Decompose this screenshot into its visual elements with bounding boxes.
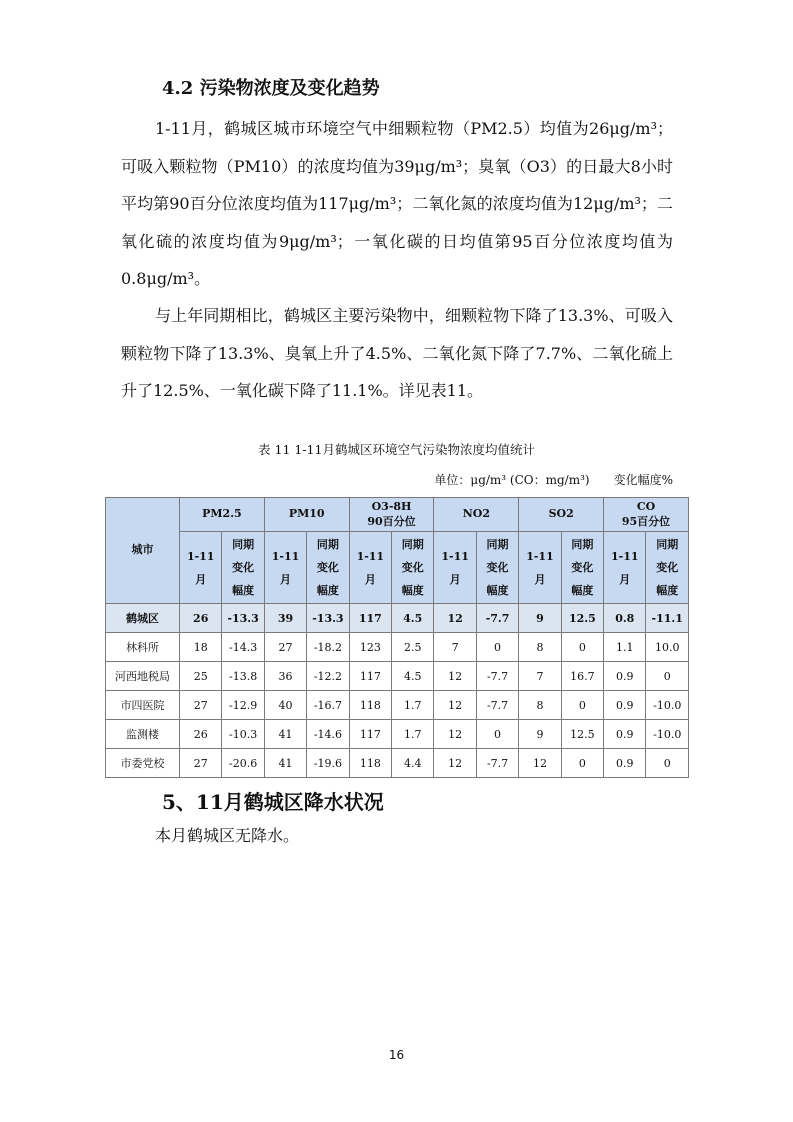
cell-concentration: 12 — [434, 720, 476, 749]
pollutant-header-so2 — [519, 498, 604, 532]
subheader-period-text: 月 — [280, 572, 292, 586]
subheader-period — [434, 532, 476, 604]
subheader-change-text: 变化 — [486, 561, 509, 574]
subheader-change-text: 变化 — [656, 561, 679, 574]
paragraph-comparison: 与上年同期相比，鹤城区主要污染物中，细颗粒物下降了13.3%、可吸入颗粒物下降了13.3%、臭氧上升了4.5%、二氧化氮下降了7.7%、二氧化硫上升了12.5%、一氧化碳下降了11.1%。详见表11。 — [121, 306, 673, 400]
cell-concentration: 117 — [349, 720, 391, 749]
cell-concentration: 8 — [519, 633, 561, 662]
subheader-change-text: 变化 — [571, 561, 594, 574]
pollutant-percentile: 95百分位 — [621, 514, 671, 528]
cell-concentration: 8 — [519, 691, 561, 720]
subheader-change-text: 同期 — [316, 538, 339, 551]
subheader-change-text: 幅度 — [656, 584, 679, 597]
cell-change: 0 — [561, 633, 603, 662]
cell-concentration: 9 — [519, 720, 561, 749]
cell-change: -18.2 — [307, 633, 349, 662]
cell-concentration: 39 — [264, 604, 306, 633]
cell-concentration: 40 — [264, 691, 306, 720]
cell-concentration: 7 — [519, 662, 561, 691]
section5-text: 本月鹤城区无降水。 — [155, 826, 300, 845]
cell-change: -12.9 — [222, 691, 264, 720]
subheader-period-text: 1-11 — [271, 549, 300, 563]
cell-change: 16.7 — [561, 662, 603, 691]
subheader-change-text: 变化 — [401, 561, 424, 574]
cell-concentration: 27 — [264, 633, 306, 662]
cell-concentration: 25 — [180, 662, 222, 691]
section-heading: 4.2 污染物浓度及变化趋势 — [162, 78, 380, 99]
cell-change: 0 — [561, 691, 603, 720]
table-caption: 表 11 1-11月鹤城区环境空气污染物浓度均值统计 — [258, 442, 535, 457]
cell-change: 0 — [646, 749, 689, 778]
cell-change: -12.2 — [307, 662, 349, 691]
cell-change: 4.5 — [392, 662, 434, 691]
subheader-period — [604, 532, 646, 604]
row-city-name: 河西地税局 — [106, 662, 180, 691]
cell-change: -7.7 — [476, 604, 518, 633]
table-row — [106, 691, 689, 720]
cell-concentration: 26 — [180, 720, 222, 749]
cell-concentration: 27 — [180, 691, 222, 720]
pollutant-name: SO2 — [548, 507, 574, 521]
cell-change: -14.6 — [307, 720, 349, 749]
cell-concentration: 41 — [264, 749, 306, 778]
cell-change: -10.3 — [222, 720, 264, 749]
subheader-period-text: 1-11 — [526, 549, 554, 563]
section5-heading: 5、11月鹤城区降水状况 — [162, 790, 384, 814]
cell-change: -16.7 — [307, 691, 349, 720]
subheader-change — [222, 532, 264, 604]
cell-change: 1.7 — [392, 691, 434, 720]
table-body — [106, 604, 689, 778]
subheader-period-text: 1-11 — [611, 549, 639, 563]
pollutant-percentile: 90百分位 — [367, 514, 416, 528]
pollutant-table — [105, 497, 689, 778]
subheader-change — [476, 532, 518, 604]
cell-concentration: 18 — [180, 633, 222, 662]
cell-concentration: 12 — [519, 749, 561, 778]
subheader-period — [180, 532, 222, 604]
cell-concentration: 0.9 — [604, 749, 646, 778]
cell-concentration: 0.8 — [604, 604, 646, 633]
cell-change: 12.5 — [561, 720, 603, 749]
cell-change: -7.7 — [476, 691, 518, 720]
table-units: 单位：μg/m³ (CO：mg/m³) 变化幅度% — [434, 473, 673, 487]
row-city-name: 鹤城区 — [106, 604, 180, 633]
cell-change: 12.5 — [561, 604, 603, 633]
cell-change: -10.0 — [646, 691, 689, 720]
subheader-change-text: 变化 — [232, 561, 255, 574]
paragraph-concentrations: 1-11月，鹤城区城市环境空气中细颗粒物（PM2.5）均值为26μg/m³；可吸入颗粒物（PM10）的浓度均值为39μg/m³；臭氧（O3）的日最大8小时平均第90百分位浓度均值为117μg/m³；二氧化氮的浓度均值为12μg/m³；二氧化硫的浓度均值为9μg/m³；一氧化碳的日均值第95百分位浓度均值为0.8μg/m³。 — [121, 119, 673, 288]
cell-concentration: 12 — [434, 662, 476, 691]
cell-concentration: 117 — [349, 662, 391, 691]
cell-concentration: 27 — [180, 749, 222, 778]
table-row — [106, 749, 689, 778]
subheader-change — [392, 532, 434, 604]
row-city-name: 林科所 — [106, 633, 180, 662]
pollutant-header-no2 — [434, 498, 519, 532]
subheader-period-text: 月 — [195, 572, 207, 586]
subheader-change-text: 同期 — [401, 538, 424, 551]
cell-change: 0 — [476, 633, 518, 662]
row-city-name: 监测楼 — [106, 720, 180, 749]
cell-concentration: 1.1 — [604, 633, 646, 662]
subheader-change-text: 同期 — [571, 538, 594, 551]
cell-change: 0 — [646, 662, 689, 691]
cell-change: 10.0 — [646, 633, 689, 662]
subheader-period — [349, 532, 391, 604]
cell-concentration: 12 — [434, 749, 476, 778]
cell-concentration: 0.9 — [604, 691, 646, 720]
pollutant-name: CO — [636, 499, 656, 513]
cell-change: 4.5 — [392, 604, 434, 633]
subheader-period-text: 1-11 — [356, 549, 385, 563]
pollutant-header-pm25 — [180, 498, 265, 532]
cell-concentration: 123 — [349, 633, 391, 662]
cell-change: 0 — [561, 749, 603, 778]
cell-change: 2.5 — [392, 633, 434, 662]
subheader-change-text: 幅度 — [571, 584, 594, 597]
cell-change: -11.1 — [646, 604, 689, 633]
table-row — [106, 604, 689, 633]
pollutant-name: O3-8H — [371, 499, 412, 513]
pollutant-name: PM2.5 — [202, 507, 242, 521]
cell-change: -10.0 — [646, 720, 689, 749]
cell-change: 0 — [476, 720, 518, 749]
subheader-change-text: 幅度 — [486, 584, 509, 597]
cell-concentration: 41 — [264, 720, 306, 749]
subheader-period-text: 1-11 — [441, 549, 469, 563]
cell-concentration: 117 — [349, 604, 391, 633]
cell-change: -13.3 — [307, 604, 349, 633]
pollutant-header-co — [604, 498, 689, 532]
cell-concentration: 118 — [349, 749, 391, 778]
pollutant-header-pm10 — [264, 498, 349, 532]
table-row — [106, 662, 689, 691]
cell-change: -13.8 — [222, 662, 264, 691]
subheader-change-text: 幅度 — [401, 584, 424, 597]
subheader-change-text: 变化 — [316, 561, 339, 574]
cell-concentration: 12 — [434, 604, 476, 633]
row-city-name: 市委党校 — [106, 749, 180, 778]
cell-concentration: 118 — [349, 691, 391, 720]
cell-change: -7.7 — [476, 749, 518, 778]
subheader-period-text: 月 — [534, 572, 546, 586]
subheader-change — [561, 532, 603, 604]
page-number: 16 — [388, 1048, 405, 1062]
subheader-change-text: 同期 — [232, 538, 255, 551]
subheader-period-text: 月 — [449, 572, 461, 586]
subheader-period-text: 月 — [619, 572, 631, 586]
pollutant-name: NO2 — [462, 507, 490, 521]
cell-concentration: 7 — [434, 633, 476, 662]
subheader-change-text: 同期 — [486, 538, 509, 551]
table-row — [106, 633, 689, 662]
subheader-change-text: 同期 — [656, 538, 679, 551]
cell-concentration: 9 — [519, 604, 561, 633]
subheader-period-text: 1-11 — [186, 549, 215, 563]
cell-change: -14.3 — [222, 633, 264, 662]
cell-change: 4.4 — [392, 749, 434, 778]
row-city-name: 市四医院 — [106, 691, 180, 720]
cell-change: 1.7 — [392, 720, 434, 749]
subheader-change — [646, 532, 689, 604]
subheader-row — [106, 532, 689, 604]
cell-concentration: 26 — [180, 604, 222, 633]
cell-change: -13.3 — [222, 604, 264, 633]
pollutant-name: PM10 — [288, 507, 325, 521]
subheader-change-text: 幅度 — [316, 584, 339, 597]
cell-change: -20.6 — [222, 749, 264, 778]
subheader-period — [264, 532, 306, 604]
cell-change: -7.7 — [476, 662, 518, 691]
city-header: 城市 — [106, 498, 180, 604]
subheader-period-text: 月 — [364, 572, 376, 586]
subheader-change-text: 幅度 — [232, 584, 255, 597]
cell-concentration: 0.9 — [604, 720, 646, 749]
table-row — [106, 720, 689, 749]
pollutant-header-o3 — [349, 498, 434, 532]
cell-concentration: 12 — [434, 691, 476, 720]
subheader-period — [519, 532, 561, 604]
subheader-change — [307, 532, 349, 604]
cell-concentration: 36 — [264, 662, 306, 691]
pollutant-header-row — [106, 498, 689, 532]
cell-change: -19.6 — [307, 749, 349, 778]
cell-concentration: 0.9 — [604, 662, 646, 691]
